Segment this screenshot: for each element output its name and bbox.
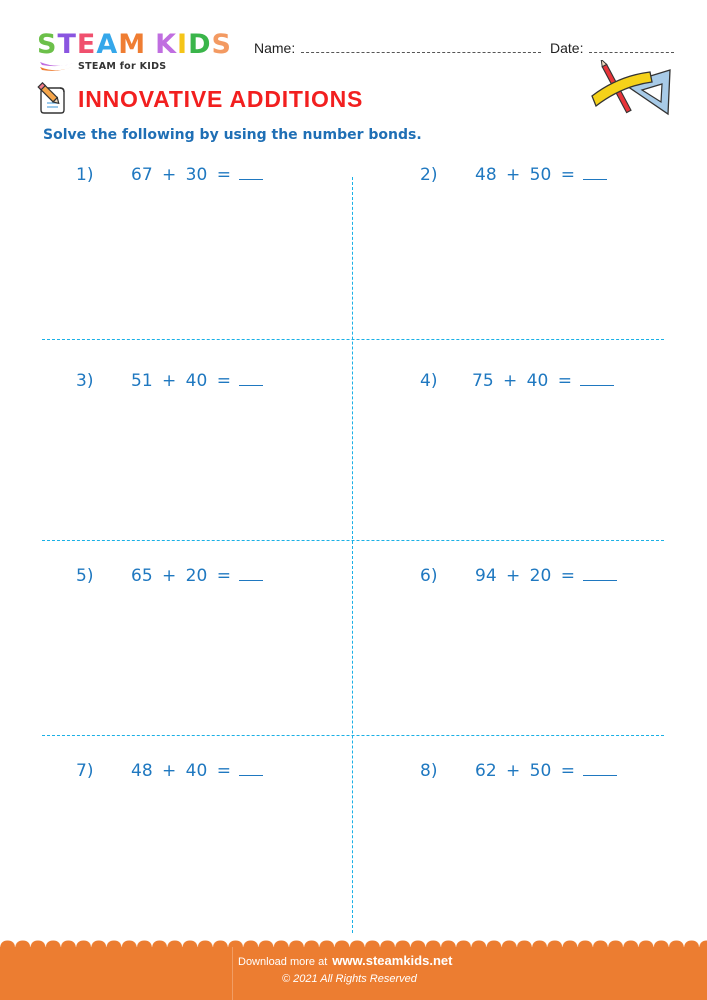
- footer-divider: [232, 947, 233, 1000]
- problem-number: 2): [420, 165, 438, 185]
- problem-expression: 94 + 20 =: [475, 566, 575, 586]
- logo-letter: E: [76, 29, 97, 60]
- problem-number: 1): [76, 165, 94, 185]
- problem-number: 8): [420, 761, 438, 781]
- problem-5: [76, 566, 263, 586]
- answer-blank[interactable]: [583, 166, 607, 180]
- problem-1: [76, 165, 263, 185]
- logo-wordmark: [37, 30, 232, 60]
- problem-number: 5): [76, 566, 94, 586]
- problem-expression: 62 + 50 =: [475, 761, 575, 781]
- problem-3: [76, 371, 263, 391]
- logo-swoosh-icon: [39, 60, 75, 74]
- answer-blank[interactable]: [580, 372, 614, 386]
- date-label: Date:: [550, 40, 584, 56]
- problem-expression: 67 + 30 =: [131, 165, 231, 185]
- problem-6: [420, 566, 617, 586]
- problem-number: 7): [76, 761, 94, 781]
- logo-tagline: STEAM for KIDS: [78, 61, 167, 72]
- date-field[interactable]: [550, 40, 674, 56]
- instructions-text: Solve the following by using the number bonds.: [43, 127, 422, 143]
- logo-letter: M: [118, 29, 147, 60]
- logo-letter: D: [188, 29, 212, 60]
- problem-expression: 65 + 20 =: [131, 566, 231, 586]
- date-input-line[interactable]: [589, 41, 674, 53]
- ruler-triangle-pencil-icon: [588, 60, 674, 116]
- worksheet-title: INNOVATIVE ADDITIONS: [78, 86, 364, 112]
- copyright-text: © 2021 All Rights Reserved: [282, 973, 417, 985]
- problem-number: 6): [420, 566, 438, 586]
- answer-blank[interactable]: [239, 372, 263, 386]
- answer-blank[interactable]: [239, 567, 263, 581]
- footer-download: [238, 953, 452, 968]
- answer-blank[interactable]: [239, 762, 263, 776]
- download-text: Download more at: [238, 956, 328, 968]
- pencil-paper-icon: [36, 82, 70, 116]
- name-label: Name:: [254, 40, 296, 56]
- horizontal-divider: [42, 540, 664, 541]
- answer-blank[interactable]: [583, 762, 617, 776]
- answer-blank[interactable]: [239, 166, 263, 180]
- problem-number: 3): [76, 371, 94, 391]
- problem-7: [76, 761, 263, 781]
- name-input-line[interactable]: [301, 41, 541, 53]
- problem-expression: 75 + 40 =: [472, 371, 572, 391]
- name-field[interactable]: [254, 40, 541, 56]
- answer-blank[interactable]: [583, 567, 617, 581]
- logo-letter: T: [57, 29, 77, 60]
- steam-kids-logo: [37, 30, 237, 72]
- logo-letter: S: [211, 29, 232, 60]
- problem-4: [420, 371, 614, 391]
- site-link[interactable]: www.steamkids.net: [332, 953, 453, 968]
- problem-2: [420, 165, 607, 185]
- vertical-divider: [352, 177, 353, 933]
- logo-letter: A: [96, 29, 119, 60]
- problem-number: 4): [420, 371, 438, 391]
- horizontal-divider: [42, 735, 664, 736]
- problem-expression: 48 + 50 =: [475, 165, 575, 185]
- problem-expression: 51 + 40 =: [131, 371, 231, 391]
- problem-8: [420, 761, 617, 781]
- logo-letter: K: [155, 29, 178, 60]
- logo-letter: I: [177, 29, 189, 60]
- problem-expression: 48 + 40 =: [131, 761, 231, 781]
- logo-letter: S: [37, 29, 58, 60]
- horizontal-divider: [42, 339, 664, 340]
